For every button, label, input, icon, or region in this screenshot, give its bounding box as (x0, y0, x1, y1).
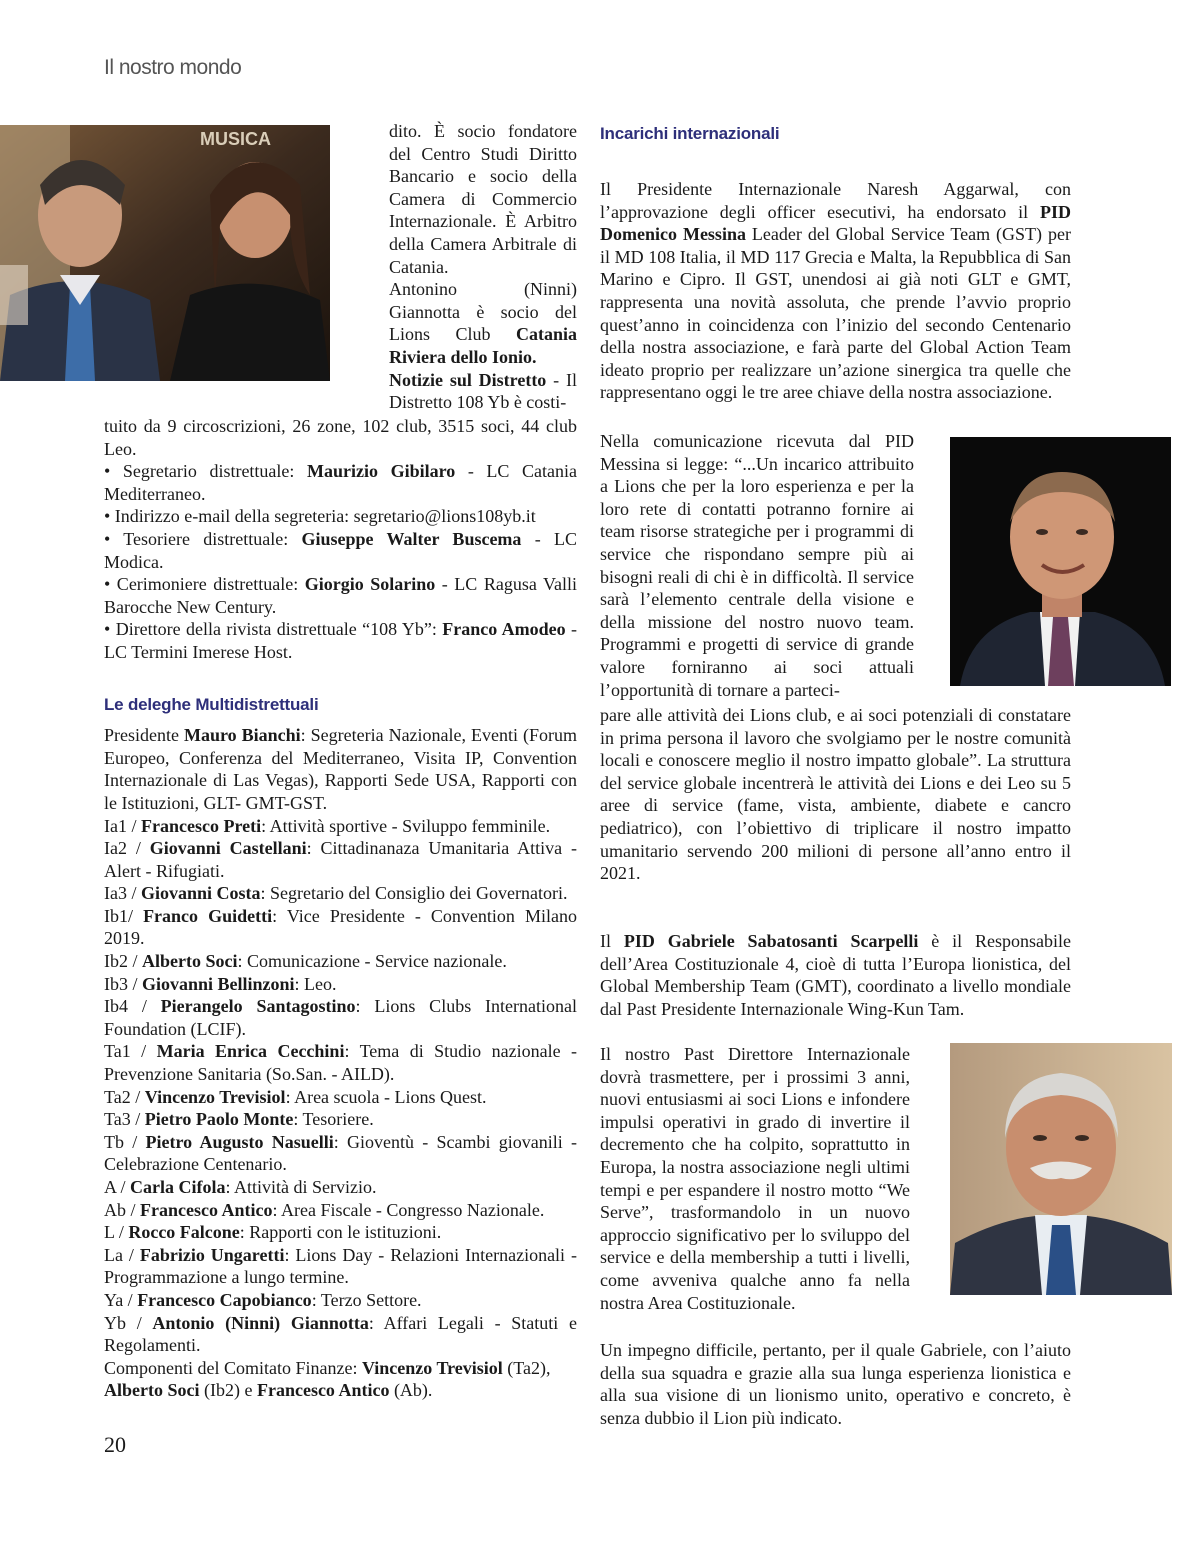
officer-item: • Tesoriere distrettuale: Giuseppe Walter Buscema - LC Modica. (104, 528, 578, 572)
section-label: Il nostro mondo (104, 56, 242, 79)
closing-paragraph: Un impegno difficile, pertanto, per il quale Gabriele, con l’aiuto della sua squadra e grazie alla sua lunga esperienza lionistica e alla sua visione di un lionismo unito, operativo e concreto, è senza dubbio il Lion più indicato. (600, 1340, 1071, 1428)
quote-continued-paragraph: pare alle attività dei Lions club, e ai soci potenziali di constatare in prima persona il lavoro che svolgiamo per le nostre comunità locali e conoscere meglio il nostro impatto globale”. La struttura del service globale incentrerà le attività dei Lions e dei Leo su 5 aree di service (fame, vista, ambiente, diabete e cancro pediatrico), con l’obiettivo di triplicare il nostro impatto umanitario servendo 200 milioni di persone all’anno entro il 2021. (600, 705, 1071, 884)
incarichi-heading: Incarichi internazionali (600, 124, 780, 143)
intro-paragraph: Il Presidente Internazionale Naresh Aggarwal, con l’approvazione degli officer esecutivi, ha endorsato il PID Domenico Messina Leader del Global Service Team (GST) per il MD 108 Italia, il MD 117 Grecia e Malta, la Repubblica di San Marino e Cipro. Il GST, unendosi ai già noti GLT e GMT, rappresenta una novità assoluta, che prende l’avvio proprio quest’anno in coincidenza con l’inizio del secondo Centenario della nostra associazione, e farà parte del Global Action Team ideato proprio per realizzare un’azione sinergica tra quelle che rappresentano oggi le tre aree chiave della nostra associazione. (600, 179, 1072, 403)
delega-item: Ib1/ Franco Guidetti: Vice Presidente - Convention Milano 2019. (104, 905, 577, 949)
musica-sign: MUSICA (200, 129, 271, 149)
right-closing-text (600, 1339, 1071, 1429)
delega-item: Tb / Pietro Augusto Nasuelli: Gioventù - Scambi giovanili - Celebrazione Centenario. (104, 1131, 578, 1175)
officer-item: • Segretario distrettuale: Maurizio Gibilaro - LC Catania Mediterraneo. (104, 461, 577, 504)
district-paragraph: Notizie sul Distretto - Il Distretto 108 Yb è costi- (389, 369, 577, 413)
officer-item: • Indirizzo e-mail della segreteria: segretario@lions108yb.it (104, 506, 536, 527)
right-intro-text (600, 178, 1071, 404)
delega-item: Ya / Francesco Capobianco: Terzo Settore. (104, 1289, 422, 1310)
officer-item: • Cerimoniere distrettuale: Giorgio Solarino - LC Ragusa Valli Barocche New Century. (104, 574, 577, 617)
deleghe-heading: Le deleghe Multidistrettuali (104, 694, 319, 714)
right-director-text (600, 1043, 910, 1314)
quote-paragraph: Nella comunicazione ricevuta dal PID Messina si legge: “...Un incarico attribuito a Lions che per la loro esperienza e per la loro rete di contatti potranno fornire ai team risorse strategiche per i programmi di service che rispondano sempre più ai bisogni reali di chi è in difficoltà. Il service sarà l’elemento centrale della visione e della missione del nostro nuovo team. Programmi e progetti di service di grande valore forniranno ai soci attuali l’opportunità di tornare a parteci- (600, 431, 914, 700)
scarpelli-portrait (950, 1043, 1172, 1295)
delega-item: Ib4 / Pierangelo Santagostino: Lions Clubs International Foundation (LCIF). (104, 996, 577, 1039)
delega-item: Ta3 / Pietro Paolo Monte: Tesoriere. (104, 1109, 374, 1130)
delega-item: Ia2 / Giovanni Castellani: Cittadinanaza Umanitaria Attiva - Alert - Rifugiati. (104, 838, 578, 881)
delega-item: Ab / Francesco Antico: Area Fiscale - Congresso Nazionale. (104, 1199, 545, 1220)
left-main-text (104, 415, 577, 1402)
right-scarpelli-text (600, 930, 1071, 1020)
finanze-item: Componenti del Comitato Finanze: Vincenzo Trevisiol (Ta2), Alberto Soci (Ib2) e Francesco Antico (Ab). (104, 1357, 551, 1401)
couple-photo (0, 125, 330, 381)
delega-item: Ta1 / Maria Enrica Cecchini: Tema di Studio nazionale - Prevenzione Sanitaria (So.San. - AILD). (104, 1041, 577, 1085)
delega-item: Presidente Mauro Bianchi: Segreteria Nazionale, Eventi (Forum Europeo, Conferenza del Mediterraneo, Visita IP, Convention Internazionale di Las Vegas), Rapporti Sede USA, Rapporti con le Istituzioni, GLT- GMT-GST. (104, 725, 577, 813)
delega-item: Ta2 / Vincenzo Trevisiol: Area scuola - Lions Quest. (104, 1086, 487, 1107)
club-paragraph: Antonino (Ninni) Giannotta è socio del Lions Club Catania Riviera dello Ionio. (389, 279, 577, 367)
delega-item: L / Rocco Falcone: Rapporti con le istituzioni. (104, 1222, 442, 1243)
scarpelli-paragraph: Il PID Gabriele Sabatosanti Scarpelli è il Responsabile dell’Area Costituzionale 4, cioè di tutta l’Europa lionistica, del Global Membership Team (GMT), coordinato a livello mondiale dal Past Presidente Internazionale Wing-Kun Tam. (600, 931, 1071, 1019)
district-continued: tuito da 9 circoscrizioni, 26 zone, 102 club, 3515 soci, 44 club Leo. (104, 416, 577, 459)
delega-item: Ib2 / Alberto Soci: Comunicazione - Service nazionale. (104, 951, 507, 972)
left-top-text (389, 120, 577, 414)
page-number: 20 (104, 1432, 126, 1457)
messina-portrait (950, 437, 1171, 686)
right-quote-text (600, 430, 914, 701)
delega-item: A / Carla Cifola: Attività di Servizio. (104, 1177, 377, 1197)
bio-paragraph: dito. È socio fondatore del Centro Studi Diritto Bancario e socio della Camera di Commercio Internazionale. È Arbitro della Camera Arbitrale di Catania. (389, 121, 577, 277)
delega-item: Ib3 / Giovanni Bellinzoni: Leo. (104, 973, 337, 994)
delega-item: La / Fabrizio Ungaretti: Lions Day - Relazioni Internazionali - Programmazione a lungo termine. (104, 1244, 577, 1288)
delega-item: Ia1 / Francesco Preti: Attività sportive - Sviluppo femminile. (104, 815, 551, 836)
delega-item: Yb / Antonio (Ninni) Giannotta: Affari Legali - Statuti e Regolamenti. (104, 1312, 577, 1356)
right-quote-continued (600, 704, 1071, 885)
delega-item: Ia3 / Giovanni Costa: Segretario del Consiglio dei Governatori. (104, 883, 568, 904)
officer-item: • Direttore della rivista distrettuale “108 Yb”: Franco Amodeo - LC Termini Imerese Host. (104, 619, 578, 662)
director-paragraph: Il nostro Past Direttore Internazionale dovrà trasmettere, per i prossimi 3 anni, nuovi entusiasmi ai soci Lions e infondere impulsi operativi in grado di invertire il decremento che ha colpito, soprattutto in Europa, la nostra associazione negli ultimi tempi e per espandere il nostro motto “We Serve”, trasformandolo in un nuovo approccio significativo per lo sviluppo del service e della membership a tutti i livelli, come avveniva qualche anno fa nella nostra Area Costituzionale. (600, 1044, 910, 1313)
